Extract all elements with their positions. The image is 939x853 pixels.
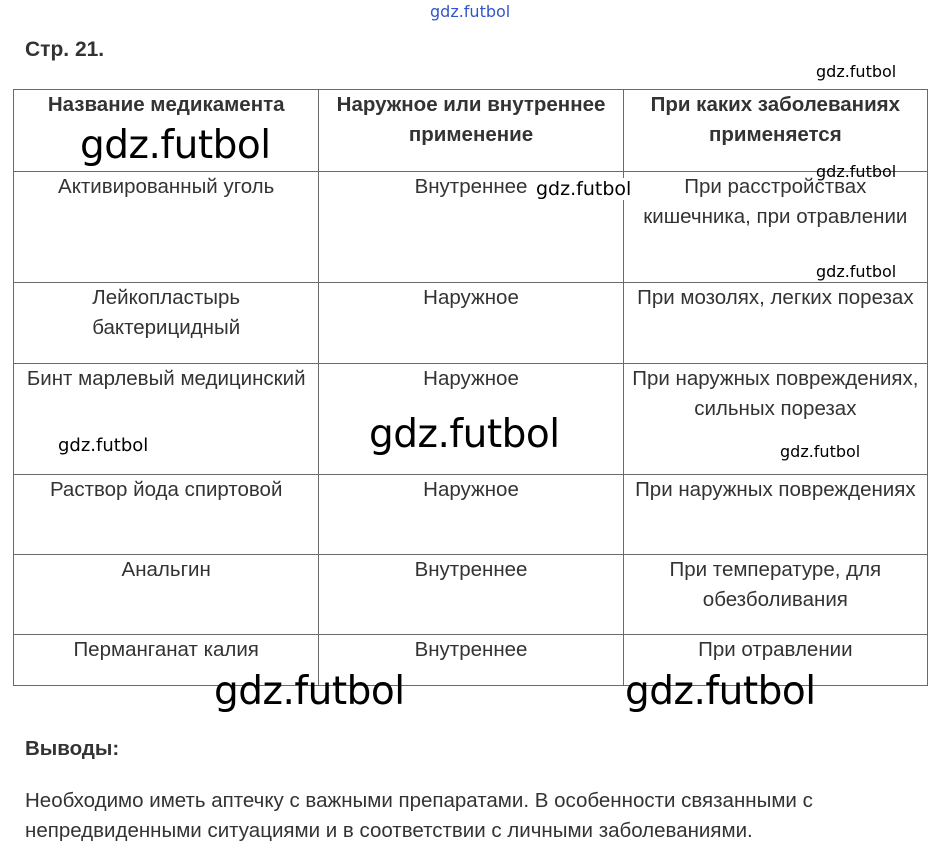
- conclusions-title: Выводы:: [25, 737, 120, 760]
- medicines-table: [13, 89, 928, 686]
- header-medicine-name: Название медикамента: [14, 90, 319, 172]
- cell-application-type: Внутреннее: [319, 635, 623, 686]
- cell-medicine-name: Бинт марлевый медицинский: [14, 364, 319, 475]
- watermark-small: gdz.futbol: [816, 162, 897, 181]
- table-row: [14, 475, 928, 555]
- watermark-large: gdz.futbol: [80, 123, 271, 168]
- watermark-large: gdz.futbol: [369, 412, 560, 457]
- cell-application-type: Наружное: [319, 364, 623, 475]
- conclusions-text: Необходимо иметь аптечку с важными препаратами. В особенности связанными с непредвиденными ситуациями и в соответствии с личными заболеваниями.: [25, 789, 813, 842]
- cell-medicine-name: Активированный уголь: [14, 172, 319, 283]
- cell-medicine-name: Лейкопластырь бактерицидный: [14, 283, 319, 364]
- cell-medicine-name: Анальгин: [14, 555, 319, 635]
- watermark-small: gdz.futbol: [780, 442, 861, 461]
- cell-diseases: При отравлении: [623, 635, 927, 686]
- cell-application-type: Наружное: [319, 475, 623, 555]
- header-diseases: При каких заболеваниях применяется: [623, 90, 927, 172]
- page-label: Стр. 21.: [25, 38, 105, 61]
- watermark-medium: gdz.futbol: [536, 178, 632, 200]
- cell-diseases: При температуре, для обезболивания: [623, 555, 927, 635]
- cell-application-type: Внутреннее: [319, 172, 623, 283]
- watermark-large: gdz.futbol: [625, 669, 816, 714]
- cell-diseases: При наружных повреждениях, сильных порезах: [623, 364, 927, 475]
- watermark-small: gdz.futbol: [816, 62, 897, 81]
- cell-medicine-name: Перманганат калия: [14, 635, 319, 686]
- table-row: [14, 283, 928, 364]
- watermark-small: gdz.futbol: [816, 262, 897, 281]
- header-application-type: Наружное или внутреннее применение: [319, 90, 623, 172]
- watermark-large: gdz.futbol: [214, 669, 405, 714]
- cell-medicine-name: Раствор йода спиртовой: [14, 475, 319, 555]
- cell-diseases: При наружных повреждениях: [623, 475, 927, 555]
- table-row: [14, 555, 928, 635]
- cell-diseases: При мозолях, легких порезах: [623, 283, 927, 364]
- watermark-top: gdz.futbol: [430, 2, 511, 21]
- cell-diseases: При расстройствах кишечника, при отравлении: [623, 172, 927, 283]
- cell-application-type: Наружное: [319, 283, 623, 364]
- watermark-small: gdz.futbol: [58, 435, 149, 456]
- table-row: [14, 172, 928, 283]
- cell-application-type: Внутреннее: [319, 555, 623, 635]
